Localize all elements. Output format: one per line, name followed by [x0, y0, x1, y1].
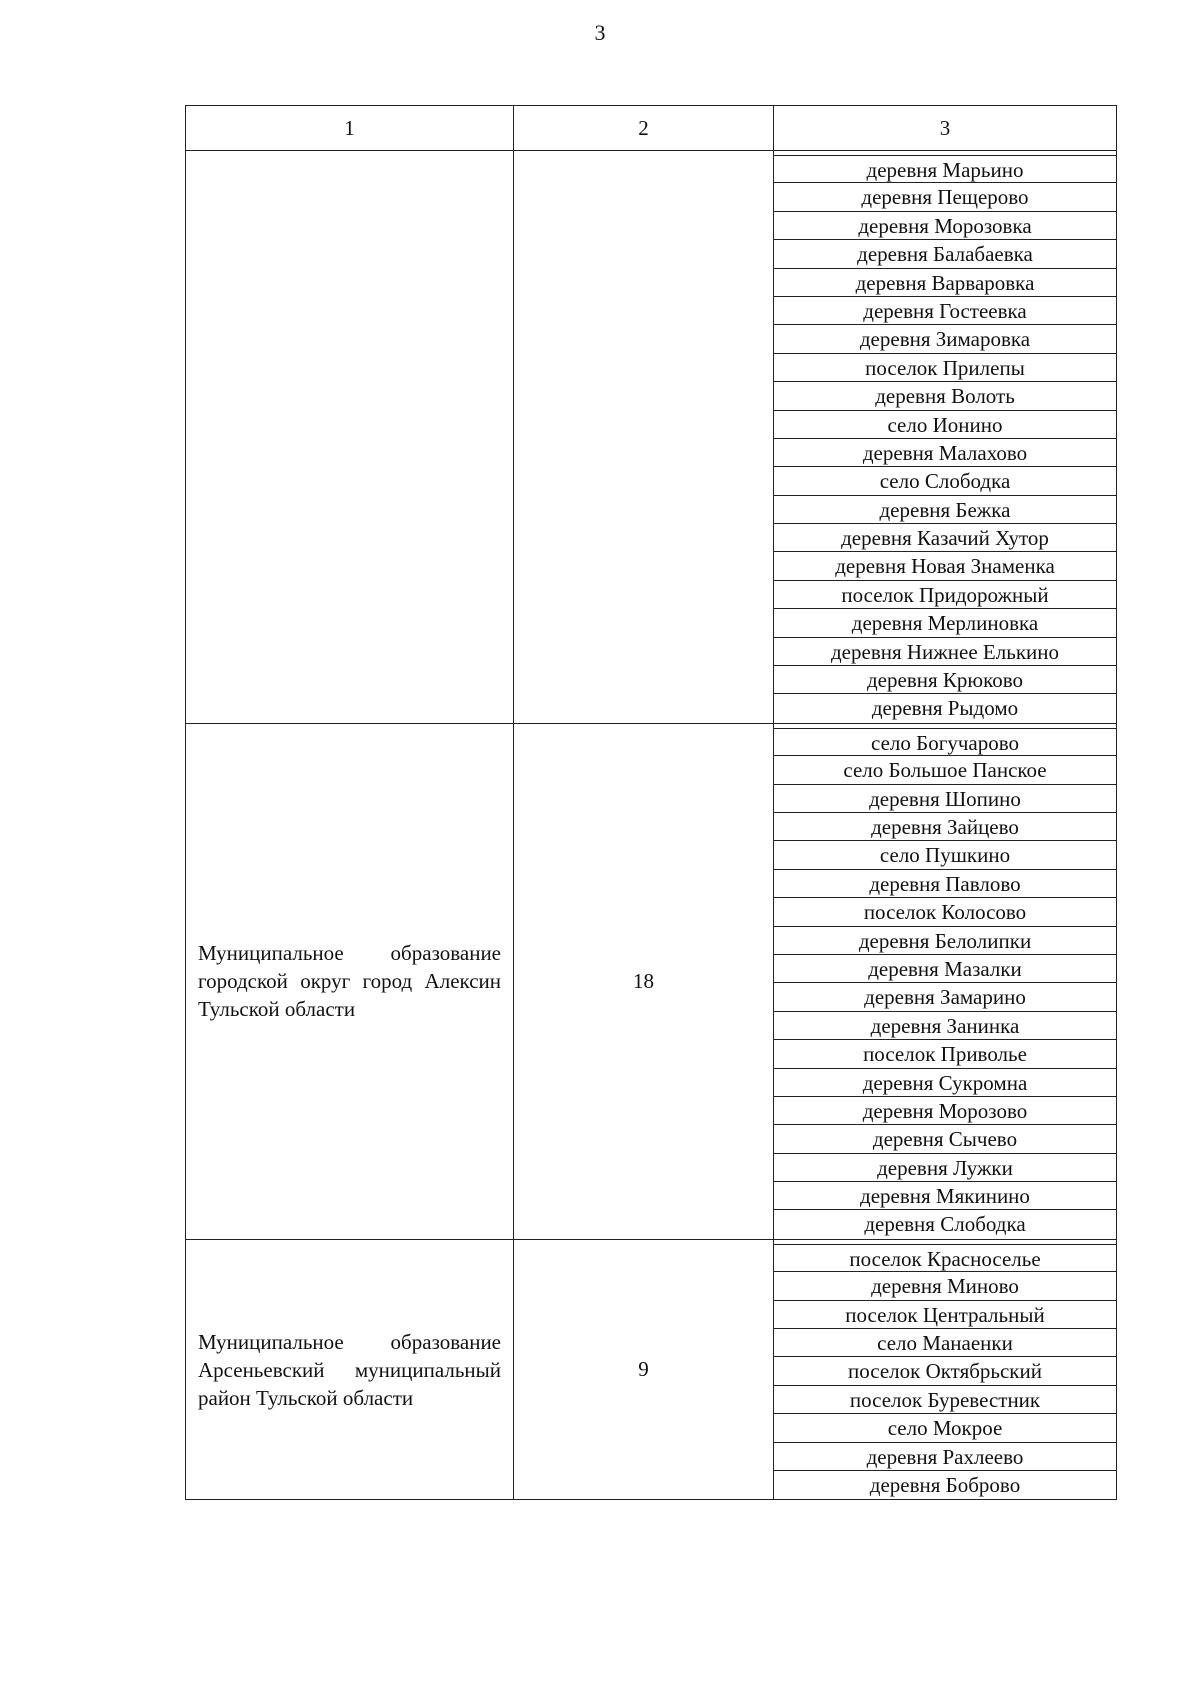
- table-row: [186, 723, 1117, 1239]
- settlement-item: деревня Нижнее Елькино: [774, 638, 1116, 666]
- settlement-item: деревня Сукромна: [774, 1069, 1116, 1097]
- settlement-item: поселок Колосово: [774, 898, 1116, 926]
- table-row: [186, 1239, 1117, 1500]
- settlement-item: деревня Мазалки: [774, 955, 1116, 983]
- settlement-item: деревня Сычево: [774, 1125, 1116, 1153]
- municipality-name: Муниципальное образование городской округ город Алексин Тульской области: [186, 723, 514, 1239]
- settlement-item: деревня Мякинино: [774, 1182, 1116, 1210]
- settlement-item: поселок Прилепы: [774, 354, 1116, 382]
- settlement-item: село Большое Панское: [774, 756, 1116, 784]
- settlement-item: деревня Рыдомо: [871, 696, 1019, 721]
- settlement-item: деревня Слободка: [864, 1212, 1026, 1237]
- settlement-item: деревня Балабаевка: [774, 240, 1116, 268]
- settlement-item: село Мокрое: [774, 1414, 1116, 1442]
- settlement-item: село Манаенки: [774, 1329, 1116, 1357]
- settlement-item: деревня Лужки: [774, 1154, 1116, 1182]
- settlement-item: деревня Мерлиновка: [774, 609, 1116, 637]
- settlement-item: деревня Замарино: [774, 983, 1116, 1011]
- settlement-item: поселок Приволье: [774, 1040, 1116, 1068]
- settlement-item: деревня Гостеевка: [774, 297, 1116, 325]
- settlement-item: деревня Белолипки: [774, 927, 1116, 955]
- municipality-name: Муниципальное образование Арсеньевский муниципальный район Тульской области: [186, 1239, 514, 1500]
- settlement-item: деревня Пещерово: [774, 183, 1116, 211]
- settlement-list: [774, 1239, 1117, 1500]
- settlement-item: поселок Красноселье: [774, 1244, 1116, 1272]
- settlement-item: поселок Буревестник: [774, 1386, 1116, 1414]
- settlement-item: поселок Придорожный: [774, 581, 1116, 609]
- settlement-item: деревня Новая Знаменка: [774, 552, 1116, 580]
- settlement-item: село Пушкино: [774, 841, 1116, 869]
- settlement-item: деревня Шопино: [774, 785, 1116, 813]
- settlement-item: деревня Крюково: [774, 666, 1116, 694]
- settlement-item: деревня Варваровка: [774, 269, 1116, 297]
- settlement-list: [774, 151, 1117, 724]
- settlement-item: поселок Октябрьский: [774, 1357, 1116, 1385]
- settlement-item: деревня Малахово: [774, 439, 1116, 467]
- table-row: [186, 151, 1117, 724]
- header-col-1: 1: [186, 106, 514, 151]
- settlement-count: [514, 151, 774, 724]
- settlement-item: деревня Волоть: [774, 382, 1116, 410]
- header-col-2: 2: [514, 106, 774, 151]
- header-col-3: 3: [774, 106, 1117, 151]
- settlement-item: деревня Марьино: [774, 155, 1116, 183]
- settlement-item: село Богучарово: [774, 728, 1116, 756]
- settlement-item: деревня Боброво: [869, 1472, 1021, 1497]
- settlement-count: 18: [514, 723, 774, 1239]
- settlement-item: деревня Казачий Хутор: [774, 524, 1116, 552]
- settlement-item: деревня Бежка: [774, 496, 1116, 524]
- settlement-item: деревня Миново: [774, 1272, 1116, 1300]
- settlement-count: 9: [514, 1239, 774, 1500]
- settlement-item: деревня Зимаровка: [774, 325, 1116, 353]
- settlement-item: поселок Центральный: [774, 1301, 1116, 1329]
- settlement-item: деревня Занинка: [774, 1012, 1116, 1040]
- settlements-table: [185, 105, 1117, 1500]
- settlement-list: [774, 723, 1117, 1239]
- page-number: 3: [594, 20, 606, 45]
- settlement-item: село Слободка: [774, 467, 1116, 495]
- settlement-item: село Ионино: [774, 411, 1116, 439]
- settlement-item: деревня Зайцево: [774, 813, 1116, 841]
- settlement-item: деревня Рахлеево: [774, 1443, 1116, 1471]
- header-row: [186, 106, 1117, 151]
- municipality-name: [186, 151, 514, 724]
- settlement-item: деревня Павлово: [774, 870, 1116, 898]
- settlement-item: деревня Морозово: [774, 1097, 1116, 1125]
- settlement-item: деревня Морозовка: [774, 212, 1116, 240]
